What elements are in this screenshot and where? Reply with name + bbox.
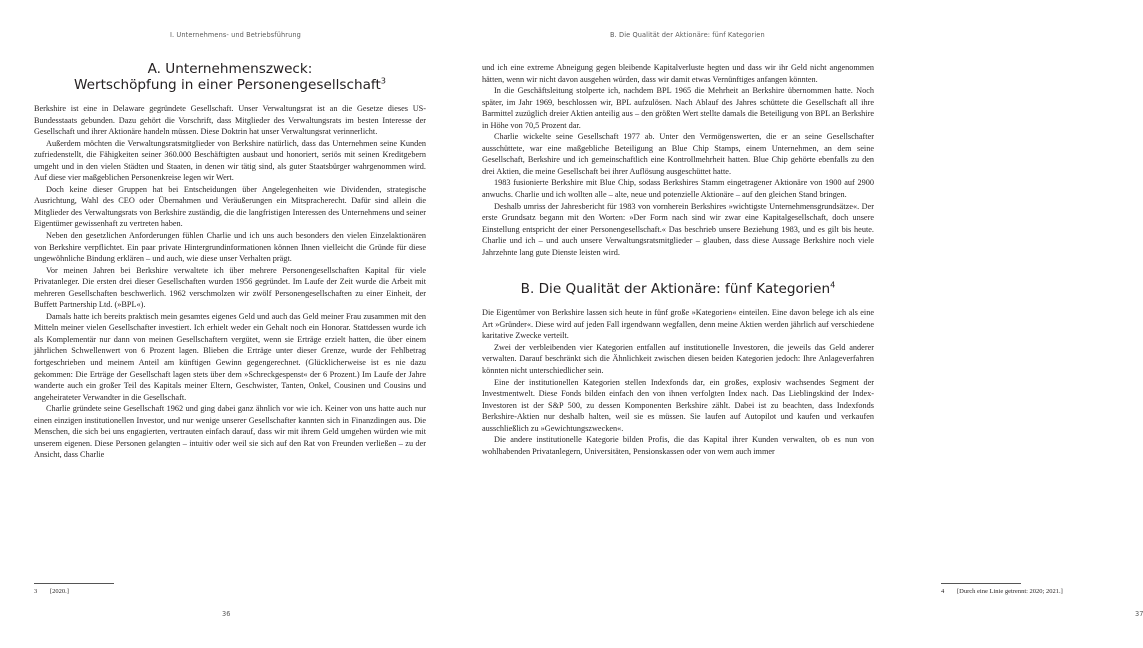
paragraph: und ich eine extreme Abneigung gegen bleibende Kapitalverluste hegten und dass wir ihr Geld nicht angenommen hätten, wenn wir nicht davon ausgehen würden, dass wir damit etwas Vernünftiges anfangen könnten. bbox=[482, 63, 874, 84]
left-page bbox=[0, 0, 459, 648]
section-title-a bbox=[34, 61, 426, 93]
right-page bbox=[459, 0, 1143, 648]
footnote-ref-3: 3 bbox=[380, 75, 386, 86]
paragraph: Die andere institutionelle Kategorie bilden Profis, die das Kapital ihrer Kunden verwalten, ob es nun von wohlhabenden Privatanlegern, Universitäten, Pensionskassen oder von wem auch immer bbox=[482, 435, 874, 456]
page-number-right: 37 bbox=[1135, 610, 1143, 618]
paragraph: Damals hatte ich bereits praktisch mein gesamtes eigenes Geld und auch das Geld meiner Frau zusammen mit den Mitteln meiner vielen Gesellschafter investiert. Ich erhielt weder ein Gehalt noch ein Honorar. Stattdessen wurde ich als Komplementär nur dann von meinen Gesellschaftern vergütet, wenn sie Erträge erzielt hatten, die über einem jährlichen Schwellenwert von 6 Prozent lagen. Blieben die Erträge unter dieser Grenze, wurde der Fehlbetrag fortgeschrieben und meinem Anteil am künftigen Gewinn gegengerechnet. (Glücklicherweise ist es nie dazu gekommen: Die Erträge der Gesellschaft lagen stets über dem »Schreckgespenst« der 6 Prozent.) Im Laufe der Jahre wanderte auch ein großer Teil des Kapitals meiner Eltern, Geschwister, Tanten, Onkel, Cousinen und Cousins und angeheirateter Verwandter in die Gesellschaft. bbox=[34, 311, 426, 402]
paragraph: Charlie gründete seine Gesellschaft 1962 und ging dabei ganz ähnlich vor wie ich. Keiner von uns hatte auch nur einen einzigen institutionellen Investor, und nur wenige unserer Gesellschafter kannten sich in Finanzdingen aus. Die Menschen, die sich bei uns engagierten, vertrauten einfach darauf, dass wir mit ihrem Geld umgehen würden wie mit unserem eigenen. Diese Personen gelangten – intuitiv oder weil sie sich auf den Rat von Freunden verließen – zu der Ansicht, dass Charlie bbox=[34, 404, 426, 460]
footnote-3 bbox=[34, 588, 69, 595]
paragraph: Deshalb umriss der Jahresbericht für 1983 von vornherein Berkshires »wichtigste Unternehmensgrundsätze«. Der erste Grundsatz begann mit den Worten: »Der Form nach sind wir zwar eine Kapitalgesellschaft, doch unsere Einstellung entspricht der einer Personengesellschaft.« Das beschrieb unsere Beziehung 1983, und es gilt bis heute. Charlie und ich – und auch unsere Verwaltungsratsmitglieder – glauben, dass diese Aussage Berkshire noch viele Jahrzehnte lang gute Dienste leisten wird. bbox=[482, 201, 874, 257]
left-body bbox=[34, 62, 426, 461]
footnote-text: [2020.] bbox=[50, 588, 69, 595]
paragraph: Berkshire ist eine in Delaware gegründete Gesellschaft. Unser Verwaltungsrat ist an die Gesetze dieses US-Bundesstaats gebunden. Dazu gehört die Vorschrift, dass Mitglieder des Verwaltungsrats im besten Interesse der Gesellschaft und ihrer Aktionäre handeln müssen. Diese Doktrin hat unser Verwaltungsrat verinnerlicht. bbox=[34, 104, 426, 137]
section-title-a-line2: Wertschöpfung in einer Personengesellschaft bbox=[74, 77, 381, 93]
footnote-number: 3 bbox=[34, 588, 38, 595]
footnote-divider bbox=[941, 583, 1021, 584]
section-title-a-line1: A. Unternehmenszweck: bbox=[147, 61, 313, 77]
paragraph: Vor meinen Jahren bei Berkshire verwaltete ich über mehrere Personengesellschaften Kapital für viele Privatanleger. Die ersten drei dieser Gesellschaften wurden 1956 gegründet. Im Laufe der Zeit wurde die Arbeit mit mehreren Gesellschaften beschwerlich. 1962 verschmolzen wir zwölf Personengesellschaften zu einer Einheit, der Buffett Partnership Ltd. (»BPL«). bbox=[34, 265, 426, 310]
footnote-text: [Durch eine Linie getrennt: 2020; 2021.] bbox=[957, 588, 1063, 595]
paragraph: Doch keine dieser Gruppen hat bei Entscheidungen über Angelegenheiten wie Dividenden, strategische Ausrichtung, Wahl des CEO oder Übernahmen und Veräußerungen ein Mitspracherecht. Dafür sind allein die Mitglieder des Verwaltungsrats von Berkshire zuständig, die die langfristigen Interessen des Unternehmens und seiner Eigentümer gewissenhaft zu vertreten haben. bbox=[34, 184, 426, 229]
paragraph: 1983 fusionierte Berkshire mit Blue Chip, sodass Berkshires Stamm eingetragener Aktionäre von 1900 auf 2900 anwuchs. Charlie und ich wollten alle – alte, neue und potenzielle Aktionäre – auf den gleichen Stand bringen. bbox=[482, 178, 874, 200]
footnote-divider bbox=[34, 583, 114, 584]
page-number-left: 36 bbox=[222, 610, 231, 618]
paragraph: Neben den gesetzlichen Anforderungen fühlen Charlie und ich uns auch besonders den vielen Einzelaktionären von Berkshire verpflichtet. Ein paar private Hintergrundinformationen können Ihnen vielleicht die Gründe für diese ungewöhnliche Bindung erklären – und auch, wie diese unser Verhalten prägt. bbox=[34, 231, 426, 264]
paragraph: Außerdem möchten die Verwaltungsratsmitglieder von Berkshire natürlich, dass das Unternehmen seine Kunden zufriedenstellt, die Fähigkeiten seiner 360.000 Beschäftigten ausbaut und honoriert, seriös mit seinen Kreditgebern umgeht und in den vielen Städten und Staaten, in denen wir tätig sind, als guter Staatsbürger wahrgenommen wird. Auf diese vier maßgeblichen Personenkreise legen wir Wert. bbox=[34, 138, 426, 183]
paragraph: Charlie wickelte seine Gesellschaft 1977 ab. Unter den Vermögenswerten, die er an seine Gesellschafter ausschüttete, war eine maßgebliche Beteiligung an Blue Chip Stamps, einem Unternehmen, an dem seine Gesellschaft, Berkshire und ich gemeinschaftlich eine Kontrollmehrheit hatten. Blue Chip gehörte ebenfalls zu den drei Aktien, die meine Gesellschaft bei ihrer Auflösung ausgeschüttet hatte. bbox=[482, 132, 874, 176]
paragraph: Eine der institutionellen Kategorien stellen Indexfonds dar, ein großes, explosiv wachsendes Segment der Investmentwelt. Diese Fonds bilden einfach den von ihnen verfolgten Index nach. Das Lieblingskind der Index-Investoren ist der S&P 500, zu dessen Komponenten Berkshire zählt. Dabei ist zu beachten, dass Indexfonds Berkshire-Aktien nur deshalb halten, weil sie es müssen. Sie laufen auf Autopilot und kaufen und verkaufen ausschließlich zu »Gewichtungszwecken«. bbox=[482, 377, 874, 433]
running-head-left: I. Unternehmens- und Betriebsführung bbox=[170, 31, 301, 39]
paragraph: In die Geschäftsleitung stolperte ich, nachdem BPL 1965 die Mehrheit an Berkshire übernommen hatte. Noch später, im Jahr 1969, beschlossen wir, BPL aufzulösen. Nach Ablauf des Jahres schüttete die Gesellschaft all ihre Barmittel zuzüglich dreier Aktien anteilig aus – den größten Wert stellte damals die Beteiligung von BPL an Berkshire in Höhe von 70,5 Prozent dar. bbox=[482, 86, 874, 130]
footnote-ref-4: 4 bbox=[830, 279, 836, 290]
paragraph: Die Eigentümer von Berkshire lassen sich heute in fünf große »Kategorien« einteilen. Eine davon belege ich als eine Art »Gründer«. Diese wird auf jeden Fall irgendwann wegfallen, denn meine Aktien werden jährlich auf verschiedene karitative Zwecke verteilt. bbox=[482, 308, 874, 341]
running-head-right: B. Die Qualität der Aktionäre: fünf Kategorien bbox=[610, 31, 765, 39]
paragraph: Zwei der verbleibenden vier Kategorien entfallen auf institutionelle Investoren, die jeweils das Geld anderer verwalten. Darauf beschränkt sich die Ähnlichkeit zwischen diesen beiden Kategorien jedoch: Ihre Anlageverfahren könnten nicht unterschiedlicher sein. bbox=[482, 342, 874, 376]
section-title-b-text: B. Die Qualität der Aktionäre: fünf Kategorien bbox=[520, 281, 831, 298]
footnote-number: 4 bbox=[941, 588, 945, 595]
footnote-4 bbox=[941, 588, 1063, 595]
